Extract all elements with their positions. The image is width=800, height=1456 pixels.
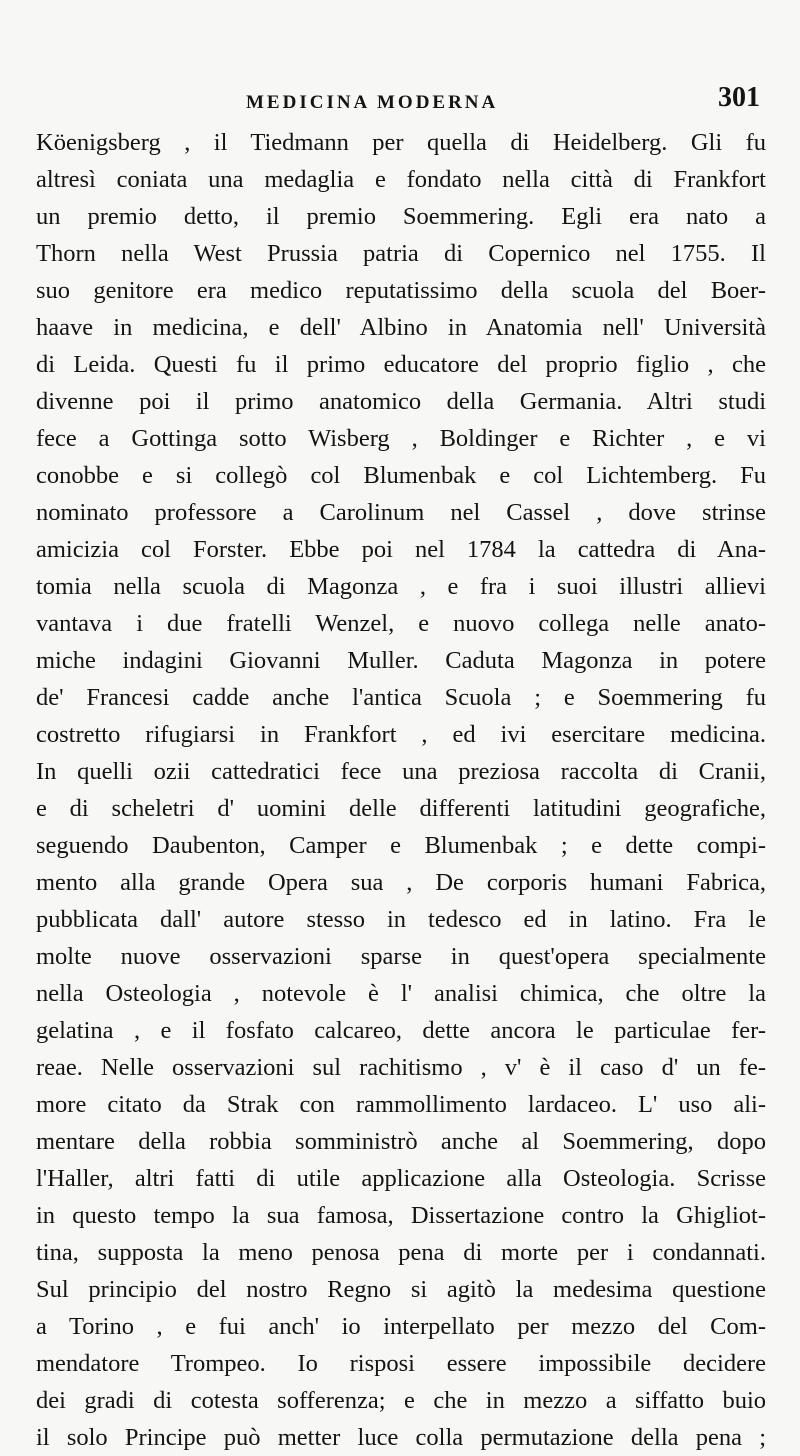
running-title: MEDICINA MODERNA bbox=[246, 92, 499, 113]
text-line: costretto rifugiarsi in Frankfort , ed ivi esercitare medicina. bbox=[36, 721, 766, 748]
text-line: il solo Principe può metter luce colla permutazione della pena ; bbox=[36, 1424, 766, 1451]
text-line: tina, supposta la meno penosa pena di morte per i condannati. bbox=[36, 1239, 766, 1266]
text-line: vantava i due fratelli Wenzel, e nuovo collega nelle anato- bbox=[36, 610, 766, 637]
text-line: more citato da Strak con rammollimento lardaceo. L' uso ali- bbox=[36, 1091, 766, 1118]
text-line: reae. Nelle osservazioni sul rachitismo , v' è il caso d' un fe- bbox=[36, 1054, 766, 1081]
text-line: suo genitore era medico reputatissimo della scuola del Boer- bbox=[36, 277, 766, 304]
text-line: dei gradi di cotesta sofferenza; e che in mezzo a siffatto buio bbox=[36, 1387, 766, 1414]
text-line: a Torino , e fui anch' io interpellato per mezzo del Com- bbox=[36, 1313, 766, 1340]
text-line: Köenigsberg , il Tiedmann per quella di Heidelberg. Gli fu bbox=[36, 129, 766, 156]
text-line: mento alla grande Opera sua , De corporis humani Fabrica, bbox=[36, 869, 766, 896]
text-line: In quelli ozii cattedratici fece una preziosa raccolta di Cranii, bbox=[36, 758, 766, 785]
text-line: miche indagini Giovanni Muller. Caduta Magonza in potere bbox=[36, 647, 766, 674]
text-line: divenne poi il primo anatomico della Germania. Altri studi bbox=[36, 388, 766, 415]
text-line: Sul principio del nostro Regno si agitò la medesima questione bbox=[36, 1276, 766, 1303]
text-line: altresì coniata una medaglia e fondato nella città di Frankfort bbox=[36, 166, 766, 193]
text-line: haave in medicina, e dell' Albino in Anatomia nell' Università bbox=[36, 314, 766, 341]
page-number: 301 bbox=[718, 82, 760, 113]
text-line: gelatina , e il fosfato calcareo, dette ancora le particulae fer- bbox=[36, 1017, 766, 1044]
text-line: nella Osteologia , notevole è l' analisi chimica, che oltre la bbox=[36, 980, 766, 1007]
page-header bbox=[36, 82, 766, 124]
text-line: conobbe e si collegò col Blumenbak e col Lichtemberg. Fu bbox=[36, 462, 766, 489]
text-line: mentare della robbia somministrò anche al Soemmering, dopo bbox=[36, 1128, 766, 1155]
text-line: pubblicata dall' autore stesso in tedesco ed in latino. Fra le bbox=[36, 906, 766, 933]
text-line: mendatore Trompeo. Io risposi essere impossibile decidere bbox=[36, 1350, 766, 1377]
text-line: di Leida. Questi fu il primo educatore del proprio figlio , che bbox=[36, 351, 766, 378]
text-line: un premio detto, il premio Soemmering. Egli era nato a bbox=[36, 203, 766, 230]
text-line: e di scheletri d' uomini delle differenti latitudini geografiche, bbox=[36, 795, 766, 822]
text-line: amicizia col Forster. Ebbe poi nel 1784 la cattedra di Ana- bbox=[36, 536, 766, 563]
text-line: nominato professore a Carolinum nel Cassel , dove strinse bbox=[36, 499, 766, 526]
text-line: molte nuove osservazioni sparse in quest'opera specialmente bbox=[36, 943, 766, 970]
text-line: tomia nella scuola di Magonza , e fra i suoi illustri allievi bbox=[36, 573, 766, 600]
text-line: de' Francesi cadde anche l'antica Scuola ; e Soemmering fu bbox=[36, 684, 766, 711]
text-line: fece a Gottinga sotto Wisberg , Boldinger e Richter , e vi bbox=[36, 425, 766, 452]
body-text bbox=[36, 124, 766, 1456]
text-line: l'Haller, altri fatti di utile applicazione alla Osteologia. Scrisse bbox=[36, 1165, 766, 1192]
text-line: seguendo Daubenton, Camper e Blumenbak ; e dette compi- bbox=[36, 832, 766, 859]
text-line: in questo tempo la sua famosa, Dissertazione contro la Ghigliot- bbox=[36, 1202, 766, 1229]
text-line: Thorn nella West Prussia patria di Copernico nel 1755. Il bbox=[36, 240, 766, 267]
